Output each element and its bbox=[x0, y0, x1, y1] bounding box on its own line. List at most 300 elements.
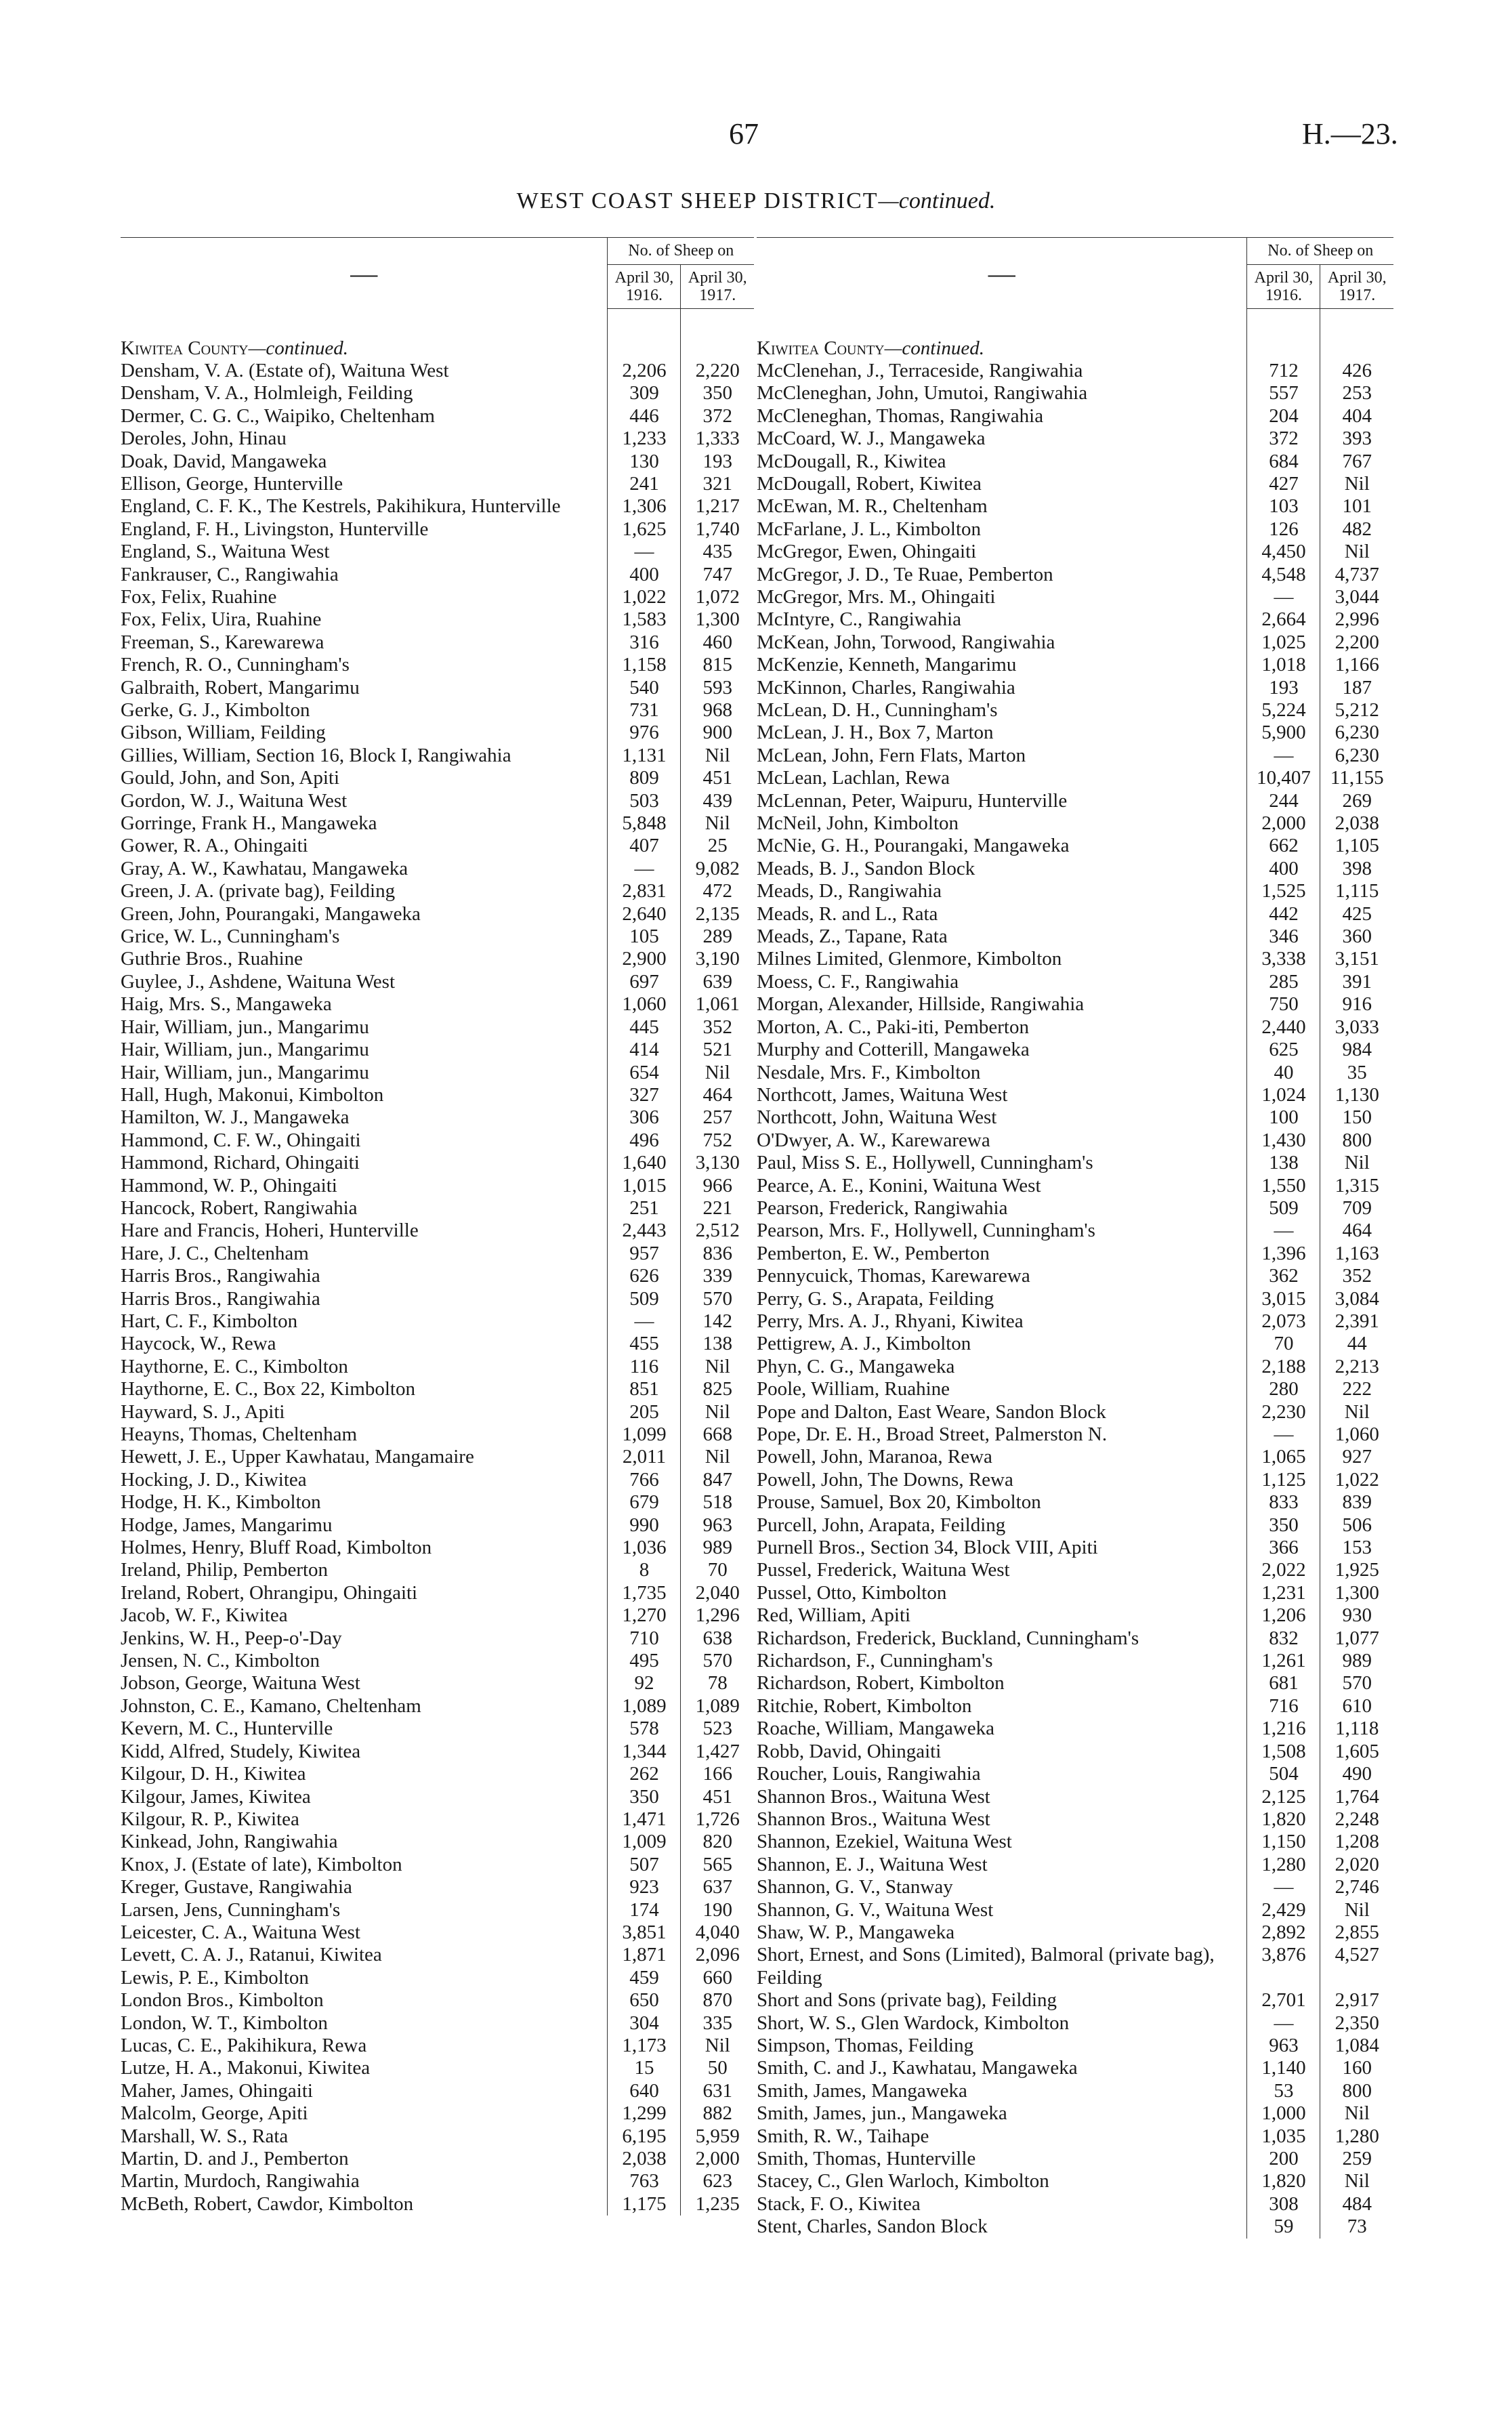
table-row bbox=[121, 1106, 754, 1129]
sheep-1916: 679 bbox=[608, 1491, 681, 1514]
sheep-1916: 116 bbox=[608, 1356, 681, 1378]
sheep-1917: 321 bbox=[681, 473, 754, 495]
sheep-1916: 1,820 bbox=[1247, 1808, 1320, 1831]
table-row bbox=[757, 1808, 1393, 1831]
sheep-1916: 1,270 bbox=[608, 1604, 681, 1627]
sheep-1916: 1,099 bbox=[608, 1423, 681, 1446]
sheep-1917: 482 bbox=[1320, 518, 1393, 541]
sheep-1916: 1,025 bbox=[1247, 631, 1320, 654]
sheep-1916: 1,396 bbox=[1247, 1243, 1320, 1265]
sheep-1917: 984 bbox=[1320, 1039, 1393, 1061]
sheep-1916: 350 bbox=[608, 1786, 681, 1808]
sheep-1917: 2,917 bbox=[1320, 1989, 1393, 2012]
sheep-1917: Nil bbox=[1320, 1152, 1393, 1174]
owner-name: Pussel, Frederick, Waituna West bbox=[757, 1559, 1010, 1581]
sheep-1916: 495 bbox=[608, 1650, 681, 1672]
sheep-1916: 316 bbox=[608, 631, 681, 654]
sheep-1916: 625 bbox=[1247, 1039, 1320, 1061]
sheep-1916: 100 bbox=[1247, 1106, 1320, 1129]
table-row bbox=[757, 1604, 1393, 1627]
sheep-1917: 221 bbox=[681, 1197, 754, 1220]
sheep-1916: 4,548 bbox=[1247, 564, 1320, 586]
owner-name: Haythorne, E. C., Box 22, Kimbolton bbox=[121, 1378, 415, 1400]
owner-name: Jenkins, W. H., Peep-o'-Day bbox=[121, 1627, 342, 1649]
sheep-1916: 710 bbox=[608, 1627, 681, 1650]
table-row bbox=[121, 1446, 754, 1468]
owner-name: Kinkead, John, Rangiwahia bbox=[121, 1831, 338, 1853]
owner-name: Hodge, H. K., Kimbolton bbox=[121, 1491, 321, 1514]
sheep-1916: 174 bbox=[608, 1899, 681, 1921]
owner-name: Gerke, G. J., Kimbolton bbox=[121, 699, 310, 721]
sheep-1917: 820 bbox=[681, 1831, 754, 1853]
sheep-1917: 398 bbox=[1320, 858, 1393, 880]
table-row bbox=[121, 382, 754, 404]
sheep-1917: 259 bbox=[1320, 2148, 1393, 2170]
owner-name: Jacob, W. F., Kiwitea bbox=[121, 1604, 288, 1627]
table-row bbox=[757, 1152, 1393, 1174]
sheep-1917: 190 bbox=[681, 1899, 754, 1921]
owner-name: Hare, J. C., Cheltenham bbox=[121, 1242, 309, 1264]
table-row bbox=[757, 1559, 1393, 1581]
sheep-1917: 623 bbox=[681, 2170, 754, 2192]
sheep-1917: 847 bbox=[681, 1469, 754, 1491]
owner-name: Stack, F. O., Kiwitea bbox=[757, 2192, 921, 2215]
table-row bbox=[121, 1514, 754, 1537]
sheep-1916: 4,450 bbox=[1247, 541, 1320, 563]
sheep-1916: 851 bbox=[608, 1378, 681, 1400]
table-row bbox=[121, 2125, 754, 2148]
sheep-1917: 1,077 bbox=[1320, 1627, 1393, 1650]
sheep-1917: 187 bbox=[1320, 677, 1393, 699]
sheep-1917: Nil bbox=[681, 745, 754, 767]
sheep-1916: 1,231 bbox=[1247, 1582, 1320, 1604]
owner-name: Gillies, William, Section 16, Block I, Rangiwahia bbox=[121, 744, 511, 766]
owner-name: Pearce, A. E., Konini, Waituna West bbox=[757, 1174, 1041, 1197]
sheep-1916: 3,851 bbox=[608, 1921, 681, 1944]
owner-name: England, S., Waituna West bbox=[121, 541, 330, 563]
owner-name: Hocking, J. D., Kiwitea bbox=[121, 1468, 307, 1491]
sheep-1916: 1,018 bbox=[1247, 654, 1320, 676]
sheep-1916: 626 bbox=[608, 1265, 681, 1287]
sheep-1916: 40 bbox=[1247, 1062, 1320, 1084]
owner-name: Lutze, H. A., Makonui, Kiwitea bbox=[121, 2057, 371, 2079]
table-row bbox=[121, 1786, 754, 1808]
sheep-1917: Nil bbox=[1320, 541, 1393, 563]
sheep-1917: 2,040 bbox=[681, 1582, 754, 1604]
table-row bbox=[121, 790, 754, 812]
table-row bbox=[757, 1446, 1393, 1468]
sheep-1917: 668 bbox=[681, 1423, 754, 1446]
sheep-1916: 262 bbox=[608, 1763, 681, 1785]
sheep-1916: 327 bbox=[608, 1084, 681, 1106]
table-row bbox=[757, 1401, 1393, 1423]
sheep-1917: 2,213 bbox=[1320, 1356, 1393, 1378]
owner-name: Haig, Mrs. S., Mangaweka bbox=[121, 993, 332, 1016]
sheep-1917: 460 bbox=[681, 631, 754, 654]
table-row bbox=[121, 699, 754, 722]
sheep-1916: 400 bbox=[1247, 858, 1320, 880]
owner-name: Purnell Bros., Section 34, Block VIII, Apiti bbox=[757, 1537, 1098, 1559]
owner-name: Short, Ernest, and Sons (Limited), Balmoral (private bag), Feilding bbox=[757, 1944, 1215, 1989]
sheep-1916: 731 bbox=[608, 699, 681, 722]
owner-name: Morgan, Alexander, Hillside, Rangiwahia bbox=[757, 993, 1085, 1016]
sheep-1916: 204 bbox=[1247, 405, 1320, 428]
sheep-1917: 6,230 bbox=[1320, 745, 1393, 767]
owner-name: Smith, James, Mangaweka bbox=[757, 2079, 967, 2102]
sheep-1917: 637 bbox=[681, 1876, 754, 1898]
sheep-1916: 990 bbox=[608, 1514, 681, 1537]
owner-name: Shaw, W. P., Mangaweka bbox=[757, 1921, 955, 1943]
sheep-1916: 1,625 bbox=[608, 518, 681, 541]
sheep-1916: — bbox=[1247, 2012, 1320, 2035]
owner-name: Ireland, Philip, Pemberton bbox=[121, 1559, 329, 1581]
sheep-1916: 1,089 bbox=[608, 1695, 681, 1718]
table-row bbox=[757, 790, 1393, 812]
sheep-1916: 6,195 bbox=[608, 2125, 681, 2148]
owner-name: McKean, John, Torwood, Rangiwahia bbox=[757, 631, 1055, 653]
owner-name: Smith, James, jun., Mangaweka bbox=[757, 2102, 1007, 2125]
table-row bbox=[757, 880, 1393, 902]
table-row bbox=[121, 1989, 754, 2012]
table-row bbox=[121, 2080, 754, 2102]
owner-name: Guylee, J., Ashdene, Waituna West bbox=[121, 970, 396, 993]
sheep-1916: 251 bbox=[608, 1197, 681, 1220]
owner-name: Grice, W. L., Cunningham's bbox=[121, 926, 340, 948]
table-row bbox=[121, 1559, 754, 1581]
owner-name: Meads, D., Rangiwahia bbox=[757, 880, 942, 902]
table-row bbox=[757, 745, 1393, 767]
table-row bbox=[121, 1197, 754, 1220]
sheep-1916: 5,848 bbox=[608, 812, 681, 835]
table-row bbox=[757, 1469, 1393, 1491]
sheep-1916: 285 bbox=[1247, 971, 1320, 993]
right-table-body bbox=[757, 309, 1393, 2239]
table-row bbox=[757, 993, 1393, 1016]
sheep-1917: 2,391 bbox=[1320, 1310, 1393, 1333]
owner-name: McGregor, Mrs. M., Ohingaiti bbox=[757, 585, 996, 608]
table-row bbox=[757, 1265, 1393, 1287]
table-row bbox=[757, 2125, 1393, 2148]
owner-name: Fox, Felix, Uira, Ruahine bbox=[121, 608, 322, 631]
owner-name: Hare and Francis, Hoheri, Hunterville bbox=[121, 1220, 419, 1242]
sheep-1917: 767 bbox=[1320, 451, 1393, 473]
table-row bbox=[757, 1672, 1393, 1694]
owner-name: McNie, G. H., Pourangaki, Mangaweka bbox=[757, 835, 1070, 857]
table-row bbox=[121, 1650, 754, 1672]
owner-name: Hamilton, W. J., Mangaweka bbox=[121, 1106, 350, 1129]
owner-name: Gower, R. A., Ohingaiti bbox=[121, 835, 308, 857]
owner-name: McCleneghan, John, Umutoi, Rangiwahia bbox=[757, 382, 1088, 404]
sheep-1917: 1,130 bbox=[1320, 1084, 1393, 1106]
sheep-1917: 1,764 bbox=[1320, 1786, 1393, 1808]
sheep-1917: 1,061 bbox=[681, 993, 754, 1016]
owner-name: Heayns, Thomas, Cheltenham bbox=[121, 1423, 358, 1445]
owner-name: London Bros., Kimbolton bbox=[121, 1989, 324, 2012]
owner-name: Levett, C. A. J., Ratanui, Kiwitea bbox=[121, 1944, 382, 1966]
sheep-1916: — bbox=[1247, 745, 1320, 767]
sheep-1917: 2,855 bbox=[1320, 1921, 1393, 1944]
table-row bbox=[121, 654, 754, 676]
table-row bbox=[757, 1084, 1393, 1106]
table-row bbox=[121, 451, 754, 473]
sheep-1917: 660 bbox=[681, 1967, 754, 1989]
owner-name: McKenzie, Kenneth, Mangarimu bbox=[757, 654, 1017, 676]
sheep-1917: 709 bbox=[1320, 1197, 1393, 1220]
sheep-1917: Nil bbox=[1320, 1899, 1393, 1921]
table-row bbox=[121, 428, 754, 450]
sheep-1916: 1,173 bbox=[608, 2035, 681, 2057]
sheep-1917: 2,020 bbox=[1320, 1854, 1393, 1876]
left-table-body bbox=[121, 309, 754, 2216]
sheep-1917: 1,022 bbox=[1320, 1469, 1393, 1491]
table-row bbox=[121, 1333, 754, 1355]
sheep-1916: 304 bbox=[608, 2012, 681, 2035]
sheep-1917: 3,044 bbox=[1320, 586, 1393, 608]
owner-name: McFarlane, J. L., Kimbolton bbox=[757, 518, 982, 540]
sheep-1916: 1,125 bbox=[1247, 1469, 1320, 1491]
owner-name: Powell, John, Maranoa, Rewa bbox=[757, 1446, 992, 1468]
owner-name: Perry, G. S., Arapata, Feilding bbox=[757, 1287, 994, 1310]
owner-name: Jensen, N. C., Kimbolton bbox=[121, 1650, 320, 1672]
table-row bbox=[121, 1672, 754, 1694]
sheep-1917: 2,746 bbox=[1320, 1876, 1393, 1898]
table-row bbox=[757, 518, 1393, 541]
sheep-1916: 716 bbox=[1247, 1695, 1320, 1718]
owner-name: Meads, Z., Tapane, Rata bbox=[757, 926, 948, 948]
sheep-1916: 1,035 bbox=[1247, 2125, 1320, 2148]
sheep-1917: 2,096 bbox=[681, 1944, 754, 1966]
sheep-1916: 2,230 bbox=[1247, 1401, 1320, 1423]
owner-name: Martin, D. and J., Pemberton bbox=[121, 2148, 349, 2169]
table-row bbox=[121, 1921, 754, 1944]
sheep-1917: 289 bbox=[681, 926, 754, 948]
owner-name: Short, W. S., Glen Wardock, Kimbolton bbox=[757, 2012, 1070, 2034]
owner-name: Phyn, C. G., Mangaweka bbox=[757, 1355, 955, 1377]
sheep-1917: 1,925 bbox=[1320, 1559, 1393, 1581]
table-row bbox=[757, 1695, 1393, 1718]
owner-name: McCleneghan, Thomas, Rangiwahia bbox=[757, 404, 1044, 427]
sheep-1917: 3,190 bbox=[681, 948, 754, 970]
table-row bbox=[757, 2102, 1393, 2125]
owner-name: Gray, A. W., Kawhatau, Mangaweka bbox=[121, 857, 408, 879]
table-row bbox=[757, 1197, 1393, 1220]
owner-name: Gibson, William, Feilding bbox=[121, 722, 326, 744]
sheep-1917: 1,105 bbox=[1320, 835, 1393, 857]
owner-name: Smith, R. W., Taihape bbox=[757, 2125, 929, 2147]
sheep-1917: 35 bbox=[1320, 1062, 1393, 1084]
table-row bbox=[757, 2035, 1393, 2057]
owner-name: Shannon Bros., Waituna West bbox=[757, 1785, 990, 1808]
sheep-1916: 1,216 bbox=[1247, 1718, 1320, 1740]
sheep-1917: 3,151 bbox=[1320, 948, 1393, 970]
sheep-1916: 400 bbox=[608, 564, 681, 586]
table-row bbox=[757, 631, 1393, 654]
table-row bbox=[757, 1423, 1393, 1446]
table-row bbox=[757, 1106, 1393, 1129]
owner-name: Pettigrew, A. J., Kimbolton bbox=[757, 1333, 971, 1355]
sheep-1917: 1,726 bbox=[681, 1808, 754, 1831]
sheep-1917: 44 bbox=[1320, 1333, 1393, 1355]
sheep-1917: Nil bbox=[681, 1401, 754, 1423]
sheep-1916: 2,443 bbox=[608, 1220, 681, 1242]
sheep-1917: 800 bbox=[1320, 2080, 1393, 2102]
sheep-1917: 153 bbox=[1320, 1537, 1393, 1559]
owner-name: Shannon, G. V., Waituna West bbox=[757, 1898, 994, 1921]
table-row bbox=[757, 541, 1393, 563]
sheep-1917: 1,115 bbox=[1320, 880, 1393, 902]
sheep-1916: 3,876 bbox=[1247, 1944, 1320, 1989]
owner-name: Hammond, C. F. W., Ohingaiti bbox=[121, 1129, 361, 1151]
sheep-1916: 2,429 bbox=[1247, 1899, 1320, 1921]
sheep-1916: 2,640 bbox=[608, 903, 681, 926]
sheep-1916: 1,065 bbox=[1247, 1446, 1320, 1468]
table-row bbox=[121, 812, 754, 835]
document-reference: H.—23. bbox=[1302, 117, 1398, 150]
sheep-1916: 2,073 bbox=[1247, 1310, 1320, 1333]
owner-name: McLean, J. H., Box 7, Marton bbox=[757, 722, 994, 744]
table-row bbox=[757, 1650, 1393, 1672]
table-row bbox=[121, 948, 754, 970]
owner-name: Meads, B. J., Sandon Block bbox=[757, 857, 975, 879]
right-column bbox=[757, 237, 1393, 2239]
table-row bbox=[757, 1718, 1393, 1740]
table-row bbox=[757, 360, 1393, 382]
owner-name: Ritchie, Robert, Kimbolton bbox=[757, 1694, 972, 1717]
sheep-1917: 73 bbox=[1320, 2216, 1393, 2238]
sheep-1917: 253 bbox=[1320, 382, 1393, 404]
sheep-1916: 1,261 bbox=[1247, 1650, 1320, 1672]
sheep-1917: 391 bbox=[1320, 971, 1393, 993]
owner-name: Northcott, James, Waituna West bbox=[757, 1083, 1008, 1106]
sheep-1916: 976 bbox=[608, 722, 681, 744]
owner-name: McIntyre, C., Rangiwahia bbox=[757, 608, 962, 631]
table-row bbox=[121, 1854, 754, 1876]
sheep-1916: 763 bbox=[608, 2170, 681, 2192]
table-row bbox=[757, 1356, 1393, 1378]
sheep-1917: 2,512 bbox=[681, 1220, 754, 1242]
owner-name: Harris Bros., Rangiwahia bbox=[121, 1265, 320, 1287]
page-title bbox=[0, 188, 1512, 214]
table-row bbox=[757, 1989, 1393, 2012]
sheep-1916: 372 bbox=[1247, 428, 1320, 450]
year-1917-header: April 30, 1917. bbox=[681, 265, 754, 309]
sheep-1917: Nil bbox=[1320, 2102, 1393, 2125]
table-row bbox=[757, 1741, 1393, 1763]
owner-name: Jobson, George, Waituna West bbox=[121, 1672, 360, 1694]
owner-name: Marshall, W. S., Rata bbox=[121, 2125, 289, 2147]
sheep-1916: 1,640 bbox=[608, 1152, 681, 1174]
sheep-1916: 1,306 bbox=[608, 495, 681, 518]
sheep-1917: 11,155 bbox=[1320, 767, 1393, 789]
table-row bbox=[757, 1175, 1393, 1197]
left-column bbox=[121, 237, 754, 2216]
table-row bbox=[121, 767, 754, 789]
owner-name: Kreger, Gustave, Rangiwahia bbox=[121, 1876, 352, 1898]
owner-name: Gould, John, and Son, Apiti bbox=[121, 767, 340, 789]
sheep-1916: 2,831 bbox=[608, 880, 681, 902]
sheep-1917: 1,740 bbox=[681, 518, 754, 541]
sheep-1917: 1,235 bbox=[681, 2193, 754, 2216]
table-row bbox=[757, 699, 1393, 722]
sheep-1916: 442 bbox=[1247, 903, 1320, 926]
owner-name: Northcott, John, Waituna West bbox=[757, 1106, 997, 1129]
table-row bbox=[757, 1310, 1393, 1333]
owner-name: Paul, Miss S. E., Hollywell, Cunningham's bbox=[757, 1152, 1093, 1174]
table-row bbox=[757, 677, 1393, 699]
owner-name: Hart, C. F., Kimbolton bbox=[121, 1310, 298, 1332]
sheep-1916: 504 bbox=[1247, 1763, 1320, 1785]
county-heading: Kiwitea County—continued. bbox=[121, 337, 349, 359]
sheep-1917: 638 bbox=[681, 1627, 754, 1650]
owner-name: McGregor, J. D., Te Ruae, Pemberton bbox=[757, 563, 1053, 585]
owner-name: Red, William, Apiti bbox=[757, 1604, 911, 1627]
owner-name: Hancock, Robert, Rangiwahia bbox=[121, 1197, 358, 1219]
sheep-1916: 92 bbox=[608, 1672, 681, 1694]
table-row bbox=[757, 2216, 1393, 2238]
sheep-1917: 451 bbox=[681, 767, 754, 789]
sheep-1917: 4,527 bbox=[1320, 1944, 1393, 1989]
owner-name: Harris Bros., Rangiwahia bbox=[121, 1287, 320, 1310]
sheep-1916: 1,206 bbox=[1247, 1604, 1320, 1627]
table-row bbox=[757, 926, 1393, 948]
owner-name: McKinnon, Charles, Rangiwahia bbox=[757, 676, 1015, 699]
sheep-1917: 968 bbox=[681, 699, 754, 722]
sheep-1917: 1,217 bbox=[681, 495, 754, 518]
owner-name: Stent, Charles, Sandon Block bbox=[757, 2216, 988, 2238]
title-main: WEST COAST SHEEP DISTRICT bbox=[516, 188, 879, 213]
sheep-1916: 366 bbox=[1247, 1537, 1320, 1559]
owner-name: Larsen, Jens, Cunningham's bbox=[121, 1898, 341, 1921]
table-row bbox=[121, 360, 754, 382]
sheep-1917: 352 bbox=[681, 1016, 754, 1039]
table-row bbox=[757, 971, 1393, 993]
table-row bbox=[757, 948, 1393, 970]
sheep-1916: 712 bbox=[1247, 360, 1320, 382]
owner-name: Powell, John, The Downs, Rewa bbox=[757, 1468, 1013, 1491]
sheep-1916: 1,036 bbox=[608, 1537, 681, 1559]
sheep-on-header: No. of Sheep on bbox=[1247, 238, 1393, 265]
sheep-1917: 257 bbox=[681, 1106, 754, 1129]
owner-name: Richardson, Frederick, Buckland, Cunningham's bbox=[757, 1627, 1139, 1649]
owner-name: Fox, Felix, Ruahine bbox=[121, 585, 277, 608]
table-row bbox=[121, 1243, 754, 1265]
table-row bbox=[757, 2148, 1393, 2170]
sheep-1916: 3,015 bbox=[1247, 1288, 1320, 1310]
sheep-1916: 832 bbox=[1247, 1627, 1320, 1650]
owner-name: McBeth, Robert, Cawdor, Kimbolton bbox=[121, 2192, 414, 2215]
owner-name: Shannon, E. J., Waituna West bbox=[757, 1853, 988, 1875]
owner-name: Martin, Murdoch, Rangiwahia bbox=[121, 2170, 360, 2192]
sheep-1917: 138 bbox=[681, 1333, 754, 1355]
owner-name: Lucas, C. E., Pakihikura, Rewa bbox=[121, 2034, 367, 2056]
owner-name: Pope, Dr. E. H., Broad Street, Palmerston N. bbox=[757, 1423, 1108, 1445]
sheep-1916: 540 bbox=[608, 677, 681, 699]
owner-name: Densham, V. A. (Estate of), Waituna West bbox=[121, 359, 449, 381]
table-row bbox=[121, 1265, 754, 1287]
sheep-1916: 654 bbox=[608, 1062, 681, 1084]
table-row bbox=[757, 1062, 1393, 1084]
owner-name: Hewett, J. E., Upper Kawhatau, Mangamaire bbox=[121, 1446, 474, 1468]
owner-name: Poole, William, Ruahine bbox=[757, 1378, 950, 1400]
sheep-1916: 684 bbox=[1247, 451, 1320, 473]
sheep-1916: 346 bbox=[1247, 926, 1320, 948]
table-row bbox=[121, 1604, 754, 1627]
sheep-1917: 439 bbox=[681, 790, 754, 812]
table-row bbox=[757, 1039, 1393, 1061]
page-number: 67 bbox=[729, 117, 759, 150]
owner-name: Maher, James, Ohingaiti bbox=[121, 2079, 313, 2102]
sheep-1916: 5,224 bbox=[1247, 699, 1320, 722]
